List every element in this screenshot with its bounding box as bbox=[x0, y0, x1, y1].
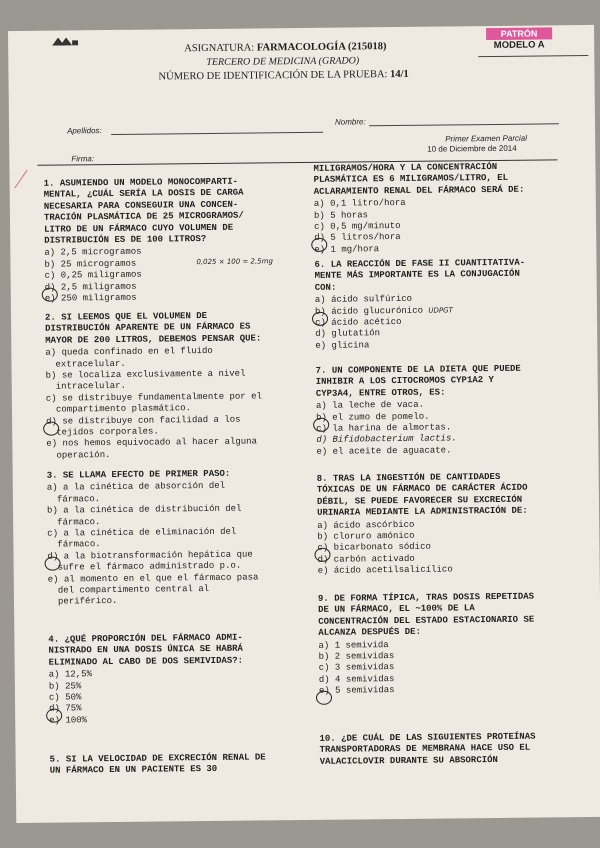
q3-option-b[interactable]: b) a la cinética de distribución del fármaco. bbox=[46, 503, 242, 528]
logo-icon bbox=[52, 37, 78, 45]
question-5 bbox=[50, 752, 312, 779]
test-id-label: NÚMERO DE IDENTIFICACIÓN DE LA PRUEBA: bbox=[158, 69, 388, 83]
q1-handwritten-note: 0,025 × 100 = 2,5mg bbox=[196, 257, 273, 267]
q9-option-d[interactable]: d) 4 semividas bbox=[318, 673, 395, 685]
question-3 bbox=[47, 468, 306, 609]
q8-option-e[interactable]: e) ácido acetilsalicílico bbox=[317, 564, 453, 577]
q1-option-a[interactable]: a) 2,5 microgramos bbox=[44, 247, 142, 259]
q1-option-d-text: d) 2,5 miligramos bbox=[44, 281, 137, 293]
subject-line bbox=[184, 41, 386, 54]
question-1 bbox=[44, 176, 303, 305]
q4-option-b[interactable]: b) 25% bbox=[48, 680, 82, 692]
q5-option-c[interactable]: c) 0,5 mg/minuto bbox=[314, 221, 401, 232]
q2-option-d-text: d) se distribuye con facilidad a los tejidos corporales. bbox=[46, 414, 241, 438]
question-3-title: 3. SE LLAMA EFECTO DE PRIMER PASO: bbox=[46, 468, 231, 481]
q6-option-e[interactable]: e) glicina bbox=[315, 340, 370, 351]
question-2 bbox=[45, 310, 305, 462]
q4-option-a[interactable]: a) 12,5% bbox=[48, 669, 93, 680]
stamp-line-1: PATRÓN bbox=[486, 27, 552, 40]
q8-option-d[interactable]: d) carbón activado bbox=[317, 553, 415, 565]
question-6 bbox=[314, 257, 577, 352]
q2-option-c[interactable]: c) se distribuye fundamentalmente por el compartimento plasmático. bbox=[45, 391, 262, 415]
q1-option-c[interactable]: c) 0,25 miligramos bbox=[44, 269, 142, 281]
q6-option-c[interactable]: c) ácido acético bbox=[315, 316, 402, 328]
q3-option-d-text: d) a la biotransformación hepática que sufre el fármaco administrado p.o. bbox=[47, 549, 253, 573]
q1-option-b[interactable]: b) 25 microgramos bbox=[44, 258, 137, 270]
q4-option-c[interactable]: c) 50% bbox=[48, 692, 82, 703]
q6-option-b-text: b) ácido glucurónico bbox=[314, 305, 424, 317]
test-id-line bbox=[158, 69, 408, 83]
question-9 bbox=[318, 591, 581, 697]
q9-option-c[interactable]: c) 3 semividas bbox=[318, 662, 395, 674]
apellidos-label: Apellidos: bbox=[67, 126, 102, 136]
q5-option-b[interactable]: b) 5 horas bbox=[313, 209, 369, 221]
question-5-continued-title: MILIGRAMOS/HORA Y LA CONCENTRACIÓN PLASMÁTICA ES 6 MILIGRAMOS/LITRO, EL ACLARAMIENTO RENAL DEL FÁRMACO SERÁ DE: bbox=[313, 161, 525, 197]
course-line: TERCERO DE MEDICINA (GRADO) bbox=[206, 55, 360, 68]
q6-handwritten-note: UDPGT bbox=[428, 306, 453, 315]
q7-option-b-text: b) el zumo de pomelo. bbox=[316, 411, 430, 423]
q9-option-e-text: e) 5 semividas bbox=[318, 685, 395, 697]
question-5-title: 5. SI LA VELOCIDAD DE EXCRECIÓN RENAL DE UN FÁRMACO EN UN PACIENTE ES 30 bbox=[49, 752, 266, 777]
q2-option-d[interactable] bbox=[46, 414, 304, 440]
q3-option-a[interactable]: a) a la cinética de absorción del fármaco. bbox=[46, 481, 226, 505]
question-7-title: 7. UN COMPONENTE DE LA DIETA QUE PUEDE INHIBIR A LOS CITOCROMOS CYP1A2 Y CYP3A4, ENTRE OTROS, ES: bbox=[315, 363, 521, 399]
q2-option-a[interactable]: a) queda confinado en el fluido extracelular. bbox=[45, 346, 213, 370]
q3-option-d[interactable] bbox=[47, 549, 305, 575]
apellidos-field bbox=[111, 132, 323, 135]
university-logo bbox=[52, 32, 78, 40]
question-4-title: 4. ¿QUÉ PROPORCIÓN DEL FÁRMACO ADMI- NISTRADO EN UNA DOSIS ÚNICA SE HABRÁ ELIMINADO AL CABO DE DOS SEMIVIDAS?: bbox=[48, 632, 244, 668]
question-6-title: 6. LA REACCIÓN DE FASE II CUANTITATIVA- MENTE MÁS IMPORTANTE ES LA CONJUGACIÓN CON: bbox=[314, 257, 526, 293]
test-id-value: 14/1 bbox=[390, 68, 409, 81]
q4-option-e[interactable]: e) 100% bbox=[49, 715, 88, 726]
question-10 bbox=[319, 731, 585, 769]
pattern-stamp bbox=[486, 27, 552, 54]
q5-option-a[interactable]: a) 0,1 litro/hora bbox=[313, 198, 406, 210]
q6-option-d[interactable]: d) glutatión bbox=[315, 328, 381, 340]
nombre-label: Nombre: bbox=[334, 117, 366, 127]
question-4 bbox=[48, 632, 307, 727]
stamp-underline bbox=[478, 55, 588, 57]
question-10-title: 10. ¿DE CUÁL DE LAS SIGUIENTES PROTEÍNAS TRANSPORTADORAS DE MEMBRANA HACE USO EL VALACICLOVIR DURANTE SU ABSORCIÓN bbox=[319, 731, 536, 767]
q2-option-b[interactable]: b) se localiza exclusivamente a nivel intracelular. bbox=[45, 368, 246, 393]
exam-name: Primer Examen Parcial bbox=[445, 133, 528, 144]
q7-option-d[interactable]: d) Bifidobacterium lactis. bbox=[316, 433, 457, 446]
question-1-title: 1. ASUMIENDO UN MODELO MONOCOMPARTI- MENTAL, ¿CUÁL SERÍA LA DOSIS DE CARGA NECESARIA PARA CONSEGUIR UNA CONCEN- TRACIÓN PLASMÁTICA DE 25 MICROGRAMOS/ LITRO DE UN FÁRMACO CUYO VOLUMEN DE DISTRIBUCIÓN ES DE 100 LITROS? bbox=[43, 176, 244, 246]
question-2-title: 2. SI LEEMOS QUE EL VOLUMEN DE DISTRIBUCIÓN APARENTE DE UN FÁRMACO ES MAYOR DE 200 LITROS, DEBEMOS PENSAR QUE: bbox=[44, 310, 262, 346]
red-tick-mark bbox=[14, 170, 36, 194]
q3-option-e[interactable]: e) al momento en el que el fármaco pasa del compartimento central al periférico. bbox=[47, 572, 259, 608]
q8-option-c-text: c) bicarbonato sódico bbox=[317, 542, 431, 554]
q9-option-e[interactable] bbox=[319, 683, 581, 697]
exam-sheet bbox=[8, 25, 600, 823]
question-9-title: 9. DE FORMA TÍPICA, TRAS DOSIS REPETIDAS DE UN FÁRMACO, EL ~100% DE LA CONCENTRACIÓN DEL ESTADO ESTACIONARIO SE ALCANZA DESPUÉS DE: bbox=[317, 591, 535, 639]
q7-option-a[interactable]: a) la leche de vaca. bbox=[315, 399, 425, 412]
question-7 bbox=[316, 363, 579, 458]
q8-option-b[interactable]: b) cloruro amónico bbox=[317, 530, 415, 542]
q3-option-c[interactable]: c) a la cinética de eliminación del fármaco. bbox=[47, 526, 237, 551]
question-8-title: 8. TRAS LA INGESTIÓN DE CANTIDADES TÓXICAS DE UN FÁRMACO DE CARÁCTER ÁCIDO DÉBIL, SE PUEDE FAVORECER SU EXCRECIÓN URINARIA MEDIANTE LA ADMINISTRACIÓN DE: bbox=[316, 471, 528, 519]
q7-option-e[interactable]: e) el aceite de aguacate. bbox=[316, 445, 452, 457]
q4-option-d-text: d) 75% bbox=[49, 703, 82, 715]
subject-label: ASIGNATURA: bbox=[184, 42, 255, 55]
q5-option-e[interactable]: e) 1 mg/hora bbox=[314, 244, 380, 255]
q6-option-a[interactable]: a) ácido sulfúrico bbox=[314, 294, 413, 306]
subject-name: FARMACOLOGÍA (215018) bbox=[256, 41, 387, 54]
q9-option-a[interactable]: a) 1 semivida bbox=[318, 639, 389, 651]
q8-option-a[interactable]: a) ácido ascórbico bbox=[317, 519, 415, 531]
firma-label: Firma: bbox=[71, 154, 95, 164]
q7-option-c[interactable]: c) la harina de almortas. bbox=[316, 422, 452, 434]
q2-option-e[interactable]: e) nos hemos equivocado al hacer alguna operación. bbox=[46, 436, 258, 461]
stamp-line-2: MODELO A bbox=[493, 39, 545, 51]
nombre-field bbox=[369, 123, 559, 126]
question-5-continued bbox=[313, 161, 576, 256]
q5-option-d-text: d) 5 litros/hora bbox=[314, 232, 401, 244]
q9-option-b[interactable]: b) 2 semividas bbox=[318, 651, 395, 662]
question-8 bbox=[317, 471, 580, 577]
exam-date: 10 de Diciembre de 2014 bbox=[427, 143, 517, 154]
q1-option-e[interactable]: e) 250 miligramos bbox=[44, 292, 137, 304]
